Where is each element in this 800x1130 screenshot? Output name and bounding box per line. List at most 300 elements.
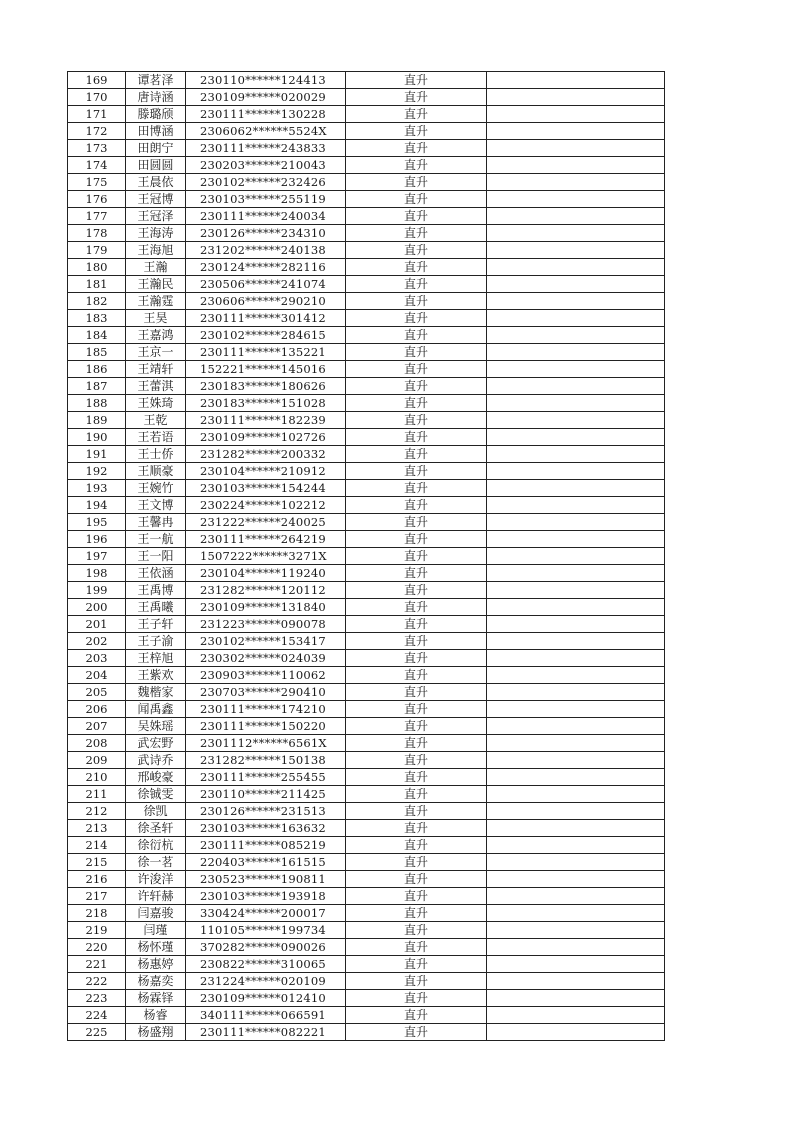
remarks-cell <box>487 990 665 1007</box>
row-number-cell: 220 <box>68 939 126 956</box>
remarks-cell <box>487 922 665 939</box>
table-row <box>68 140 665 157</box>
row-number-cell: 204 <box>68 667 126 684</box>
table-row <box>68 429 665 446</box>
admission-status-cell: 直升 <box>346 429 487 446</box>
student-name-cell: 王士侨 <box>126 446 186 463</box>
row-number-cell: 202 <box>68 633 126 650</box>
remarks-cell <box>487 820 665 837</box>
remarks-cell <box>487 361 665 378</box>
id-number-cell: 230111******082221 <box>186 1024 346 1041</box>
remarks-cell <box>487 429 665 446</box>
student-name-cell: 闫瑾 <box>126 922 186 939</box>
row-number-cell: 175 <box>68 174 126 191</box>
table-row <box>68 973 665 990</box>
student-name-cell: 王文博 <box>126 497 186 514</box>
remarks-cell <box>487 905 665 922</box>
id-number-cell: 152221******145016 <box>186 361 346 378</box>
row-number-cell: 199 <box>68 582 126 599</box>
admission-status-cell: 直升 <box>346 1007 487 1024</box>
table-row <box>68 854 665 871</box>
student-name-cell: 武宏野 <box>126 735 186 752</box>
id-number-cell: 230126******234310 <box>186 225 346 242</box>
admission-status-cell: 直升 <box>346 650 487 667</box>
id-number-cell: 230103******154244 <box>186 480 346 497</box>
remarks-cell <box>487 514 665 531</box>
remarks-cell <box>487 752 665 769</box>
student-name-cell: 王姝琦 <box>126 395 186 412</box>
student-name-cell: 王海涛 <box>126 225 186 242</box>
admission-status-cell: 直升 <box>346 599 487 616</box>
remarks-cell <box>487 123 665 140</box>
student-name-cell: 邢峻豪 <box>126 769 186 786</box>
remarks-cell <box>487 242 665 259</box>
remarks-cell <box>487 973 665 990</box>
student-name-cell: 杨嘉奕 <box>126 973 186 990</box>
row-number-cell: 203 <box>68 650 126 667</box>
id-number-cell: 230124******282116 <box>186 259 346 276</box>
table-row <box>68 922 665 939</box>
student-name-cell: 徐衍杭 <box>126 837 186 854</box>
row-number-cell: 223 <box>68 990 126 1007</box>
id-number-cell: 231224******020109 <box>186 973 346 990</box>
table-row <box>68 208 665 225</box>
id-number-cell: 231222******240025 <box>186 514 346 531</box>
row-number-cell: 207 <box>68 718 126 735</box>
table-row <box>68 786 665 803</box>
table-row <box>68 548 665 565</box>
remarks-cell <box>487 939 665 956</box>
student-name-cell: 王靖轩 <box>126 361 186 378</box>
admission-status-cell: 直升 <box>346 786 487 803</box>
table-row <box>68 327 665 344</box>
student-name-cell: 王京一 <box>126 344 186 361</box>
admission-status-cell: 直升 <box>346 191 487 208</box>
student-name-cell: 王依涵 <box>126 565 186 582</box>
admission-status-cell: 直升 <box>346 667 487 684</box>
admission-status-cell: 直升 <box>346 548 487 565</box>
row-number-cell: 189 <box>68 412 126 429</box>
table-row <box>68 72 665 89</box>
table-row <box>68 395 665 412</box>
student-name-cell: 许浚洋 <box>126 871 186 888</box>
row-number-cell: 186 <box>68 361 126 378</box>
id-number-cell: 230111******301412 <box>186 310 346 327</box>
row-number-cell: 206 <box>68 701 126 718</box>
student-name-cell: 田圆圆 <box>126 157 186 174</box>
id-number-cell: 110105******199734 <box>186 922 346 939</box>
id-number-cell: 220403******161515 <box>186 854 346 871</box>
remarks-cell <box>487 327 665 344</box>
student-name-cell: 谭茗泽 <box>126 72 186 89</box>
remarks-cell <box>487 276 665 293</box>
admission-status-cell: 直升 <box>346 157 487 174</box>
remarks-cell <box>487 565 665 582</box>
remarks-cell <box>487 837 665 854</box>
admission-status-cell: 直升 <box>346 905 487 922</box>
student-name-cell: 唐诗涵 <box>126 89 186 106</box>
student-name-cell: 王禹曦 <box>126 599 186 616</box>
table-row <box>68 871 665 888</box>
row-number-cell: 219 <box>68 922 126 939</box>
student-name-cell: 杨盛翔 <box>126 1024 186 1041</box>
table-row <box>68 276 665 293</box>
remarks-cell <box>487 174 665 191</box>
id-number-cell: 230104******210912 <box>186 463 346 480</box>
remarks-cell <box>487 531 665 548</box>
id-number-cell: 230183******180626 <box>186 378 346 395</box>
table-row <box>68 191 665 208</box>
row-number-cell: 185 <box>68 344 126 361</box>
student-name-cell: 王晨依 <box>126 174 186 191</box>
id-number-cell: 2306062******5524X <box>186 123 346 140</box>
id-number-cell: 230111******182239 <box>186 412 346 429</box>
table-row <box>68 225 665 242</box>
remarks-cell <box>487 803 665 820</box>
remarks-cell <box>487 89 665 106</box>
table-row <box>68 123 665 140</box>
table-row <box>68 837 665 854</box>
admission-status-cell: 直升 <box>346 72 487 89</box>
remarks-cell <box>487 633 665 650</box>
row-number-cell: 179 <box>68 242 126 259</box>
row-number-cell: 188 <box>68 395 126 412</box>
student-name-cell: 许轩赫 <box>126 888 186 905</box>
id-number-cell: 330424******200017 <box>186 905 346 922</box>
student-name-cell: 闻禹鑫 <box>126 701 186 718</box>
row-number-cell: 169 <box>68 72 126 89</box>
admission-status-cell: 直升 <box>346 344 487 361</box>
remarks-cell <box>487 650 665 667</box>
table-body <box>68 72 665 1041</box>
admission-status-cell: 直升 <box>346 276 487 293</box>
table-row <box>68 480 665 497</box>
table-row <box>68 718 665 735</box>
row-number-cell: 213 <box>68 820 126 837</box>
id-number-cell: 231202******240138 <box>186 242 346 259</box>
table-row <box>68 310 665 327</box>
student-name-cell: 杨怀瑾 <box>126 939 186 956</box>
table-row <box>68 293 665 310</box>
student-name-cell: 滕璐颀 <box>126 106 186 123</box>
id-number-cell: 230523******190811 <box>186 871 346 888</box>
student-name-cell: 王乾 <box>126 412 186 429</box>
admission-status-cell: 直升 <box>346 582 487 599</box>
id-number-cell: 230103******193918 <box>186 888 346 905</box>
table-row <box>68 497 665 514</box>
student-name-cell: 徐凯 <box>126 803 186 820</box>
admission-status-cell: 直升 <box>346 616 487 633</box>
row-number-cell: 215 <box>68 854 126 871</box>
admission-status-cell: 直升 <box>346 871 487 888</box>
remarks-cell <box>487 446 665 463</box>
remarks-cell <box>487 1024 665 1041</box>
row-number-cell: 195 <box>68 514 126 531</box>
row-number-cell: 191 <box>68 446 126 463</box>
admission-status-cell: 直升 <box>346 752 487 769</box>
table-row <box>68 565 665 582</box>
id-number-cell: 230109******020029 <box>186 89 346 106</box>
admission-status-cell: 直升 <box>346 123 487 140</box>
id-number-cell: 230126******231513 <box>186 803 346 820</box>
id-number-cell: 230606******290210 <box>186 293 346 310</box>
table-row <box>68 735 665 752</box>
student-name-cell: 田博涵 <box>126 123 186 140</box>
id-number-cell: 230224******102212 <box>186 497 346 514</box>
table-row <box>68 514 665 531</box>
remarks-cell <box>487 225 665 242</box>
admission-status-cell: 直升 <box>346 1024 487 1041</box>
remarks-cell <box>487 191 665 208</box>
student-name-cell: 王子轩 <box>126 616 186 633</box>
id-number-cell: 230102******232426 <box>186 174 346 191</box>
student-name-cell: 武诗乔 <box>126 752 186 769</box>
table-row <box>68 259 665 276</box>
student-name-cell: 田朗宁 <box>126 140 186 157</box>
student-name-cell: 徐铖雯 <box>126 786 186 803</box>
student-name-cell: 王嘉鸿 <box>126 327 186 344</box>
table-row <box>68 412 665 429</box>
remarks-cell <box>487 395 665 412</box>
student-name-cell: 王子渝 <box>126 633 186 650</box>
table-row <box>68 939 665 956</box>
id-number-cell: 230506******241074 <box>186 276 346 293</box>
remarks-cell <box>487 548 665 565</box>
id-number-cell: 230111******174210 <box>186 701 346 718</box>
table-row <box>68 752 665 769</box>
student-name-cell: 王婉竹 <box>126 480 186 497</box>
id-number-cell: 370282******090026 <box>186 939 346 956</box>
table-row <box>68 242 665 259</box>
row-number-cell: 200 <box>68 599 126 616</box>
row-number-cell: 187 <box>68 378 126 395</box>
id-number-cell: 231282******120112 <box>186 582 346 599</box>
table-row <box>68 174 665 191</box>
row-number-cell: 192 <box>68 463 126 480</box>
admission-status-cell: 直升 <box>346 327 487 344</box>
id-number-cell: 230111******240034 <box>186 208 346 225</box>
admission-status-cell: 直升 <box>346 463 487 480</box>
row-number-cell: 180 <box>68 259 126 276</box>
admission-status-cell: 直升 <box>346 633 487 650</box>
id-number-cell: 230111******150220 <box>186 718 346 735</box>
row-number-cell: 184 <box>68 327 126 344</box>
row-number-cell: 225 <box>68 1024 126 1041</box>
student-name-cell: 王海旭 <box>126 242 186 259</box>
remarks-cell <box>487 106 665 123</box>
student-name-cell: 吴姝瑶 <box>126 718 186 735</box>
id-number-cell: 230111******135221 <box>186 344 346 361</box>
row-number-cell: 221 <box>68 956 126 973</box>
remarks-cell <box>487 718 665 735</box>
remarks-cell <box>487 871 665 888</box>
id-number-cell: 230110******124413 <box>186 72 346 89</box>
remarks-cell <box>487 769 665 786</box>
remarks-cell <box>487 378 665 395</box>
student-name-cell: 杨惠婷 <box>126 956 186 973</box>
student-name-cell: 王瀚 <box>126 259 186 276</box>
remarks-cell <box>487 208 665 225</box>
id-number-cell: 2301112******6561X <box>186 735 346 752</box>
student-name-cell: 王昊 <box>126 310 186 327</box>
row-number-cell: 210 <box>68 769 126 786</box>
row-number-cell: 218 <box>68 905 126 922</box>
row-number-cell: 183 <box>68 310 126 327</box>
id-number-cell: 230111******130228 <box>186 106 346 123</box>
admission-status-cell: 直升 <box>346 140 487 157</box>
admission-status-cell: 直升 <box>346 310 487 327</box>
admission-status-cell: 直升 <box>346 565 487 582</box>
row-number-cell: 198 <box>68 565 126 582</box>
admission-status-cell: 直升 <box>346 820 487 837</box>
row-number-cell: 182 <box>68 293 126 310</box>
admission-status-cell: 直升 <box>346 293 487 310</box>
admission-status-cell: 直升 <box>346 956 487 973</box>
admission-status-cell: 直升 <box>346 225 487 242</box>
student-name-cell: 王禹博 <box>126 582 186 599</box>
table-row <box>68 378 665 395</box>
table-row <box>68 701 665 718</box>
table-row <box>68 769 665 786</box>
table-row <box>68 157 665 174</box>
id-number-cell: 231282******200332 <box>186 446 346 463</box>
row-number-cell: 214 <box>68 837 126 854</box>
admission-status-cell: 直升 <box>346 735 487 752</box>
remarks-cell <box>487 684 665 701</box>
admission-status-cell: 直升 <box>346 480 487 497</box>
table-row <box>68 956 665 973</box>
remarks-cell <box>487 735 665 752</box>
row-number-cell: 212 <box>68 803 126 820</box>
remarks-cell <box>487 310 665 327</box>
table-row <box>68 650 665 667</box>
admission-status-cell: 直升 <box>346 990 487 1007</box>
admission-status-cell: 直升 <box>346 701 487 718</box>
table-row <box>68 684 665 701</box>
admission-status-cell: 直升 <box>346 922 487 939</box>
row-number-cell: 193 <box>68 480 126 497</box>
remarks-cell <box>487 667 665 684</box>
id-number-cell: 230109******131840 <box>186 599 346 616</box>
id-number-cell: 230102******153417 <box>186 633 346 650</box>
id-number-cell: 1507222******3271X <box>186 548 346 565</box>
remarks-cell <box>487 497 665 514</box>
id-number-cell: 230111******243833 <box>186 140 346 157</box>
admission-status-cell: 直升 <box>346 446 487 463</box>
remarks-cell <box>487 701 665 718</box>
id-number-cell: 231282******150138 <box>186 752 346 769</box>
id-number-cell: 230703******290410 <box>186 684 346 701</box>
admission-status-cell: 直升 <box>346 718 487 735</box>
student-name-cell: 王瀚霆 <box>126 293 186 310</box>
student-name-cell: 王蕾淇 <box>126 378 186 395</box>
row-number-cell: 172 <box>68 123 126 140</box>
id-number-cell: 230111******085219 <box>186 837 346 854</box>
table-row <box>68 599 665 616</box>
remarks-cell <box>487 259 665 276</box>
admission-status-cell: 直升 <box>346 89 487 106</box>
table-row <box>68 446 665 463</box>
admission-status-cell: 直升 <box>346 973 487 990</box>
row-number-cell: 217 <box>68 888 126 905</box>
id-number-cell: 230302******024039 <box>186 650 346 667</box>
id-number-cell: 230103******255119 <box>186 191 346 208</box>
student-name-cell: 王梓旭 <box>126 650 186 667</box>
row-number-cell: 201 <box>68 616 126 633</box>
remarks-cell <box>487 157 665 174</box>
table-row <box>68 344 665 361</box>
admission-status-cell: 直升 <box>346 208 487 225</box>
table-row <box>68 531 665 548</box>
admission-status-cell: 直升 <box>346 378 487 395</box>
student-name-cell: 闫嘉骏 <box>126 905 186 922</box>
table-row <box>68 667 665 684</box>
table-row <box>68 582 665 599</box>
id-number-cell: 230183******151028 <box>186 395 346 412</box>
table-row <box>68 888 665 905</box>
row-number-cell: 224 <box>68 1007 126 1024</box>
admission-status-cell: 直升 <box>346 361 487 378</box>
table-row <box>68 1024 665 1041</box>
student-name-cell: 王一航 <box>126 531 186 548</box>
table-row <box>68 616 665 633</box>
admission-status-cell: 直升 <box>346 106 487 123</box>
row-number-cell: 190 <box>68 429 126 446</box>
row-number-cell: 205 <box>68 684 126 701</box>
row-number-cell: 171 <box>68 106 126 123</box>
row-number-cell: 196 <box>68 531 126 548</box>
row-number-cell: 174 <box>68 157 126 174</box>
remarks-cell <box>487 888 665 905</box>
student-name-cell: 王冠博 <box>126 191 186 208</box>
admission-status-cell: 直升 <box>346 854 487 871</box>
id-number-cell: 230103******163632 <box>186 820 346 837</box>
remarks-cell <box>487 293 665 310</box>
row-number-cell: 216 <box>68 871 126 888</box>
student-name-cell: 王顺豪 <box>126 463 186 480</box>
table-row <box>68 106 665 123</box>
table-row <box>68 463 665 480</box>
student-name-cell: 魏楷家 <box>126 684 186 701</box>
admission-status-cell: 直升 <box>346 803 487 820</box>
remarks-cell <box>487 582 665 599</box>
row-number-cell: 170 <box>68 89 126 106</box>
table-row <box>68 820 665 837</box>
id-number-cell: 230903******110062 <box>186 667 346 684</box>
student-name-cell: 王馨冉 <box>126 514 186 531</box>
remarks-cell <box>487 344 665 361</box>
admission-status-cell: 直升 <box>346 531 487 548</box>
row-number-cell: 209 <box>68 752 126 769</box>
table-row <box>68 361 665 378</box>
remarks-cell <box>487 72 665 89</box>
row-number-cell: 178 <box>68 225 126 242</box>
id-number-cell: 230109******012410 <box>186 990 346 1007</box>
admission-status-cell: 直升 <box>346 684 487 701</box>
id-number-cell: 230102******284615 <box>186 327 346 344</box>
student-name-cell: 杨霖铎 <box>126 990 186 1007</box>
row-number-cell: 194 <box>68 497 126 514</box>
remarks-cell <box>487 956 665 973</box>
row-number-cell: 176 <box>68 191 126 208</box>
student-name-cell: 杨睿 <box>126 1007 186 1024</box>
row-number-cell: 177 <box>68 208 126 225</box>
student-name-cell: 王一阳 <box>126 548 186 565</box>
admission-status-cell: 直升 <box>346 412 487 429</box>
student-name-cell: 王瀚民 <box>126 276 186 293</box>
table-row <box>68 905 665 922</box>
id-number-cell: 230111******264219 <box>186 531 346 548</box>
